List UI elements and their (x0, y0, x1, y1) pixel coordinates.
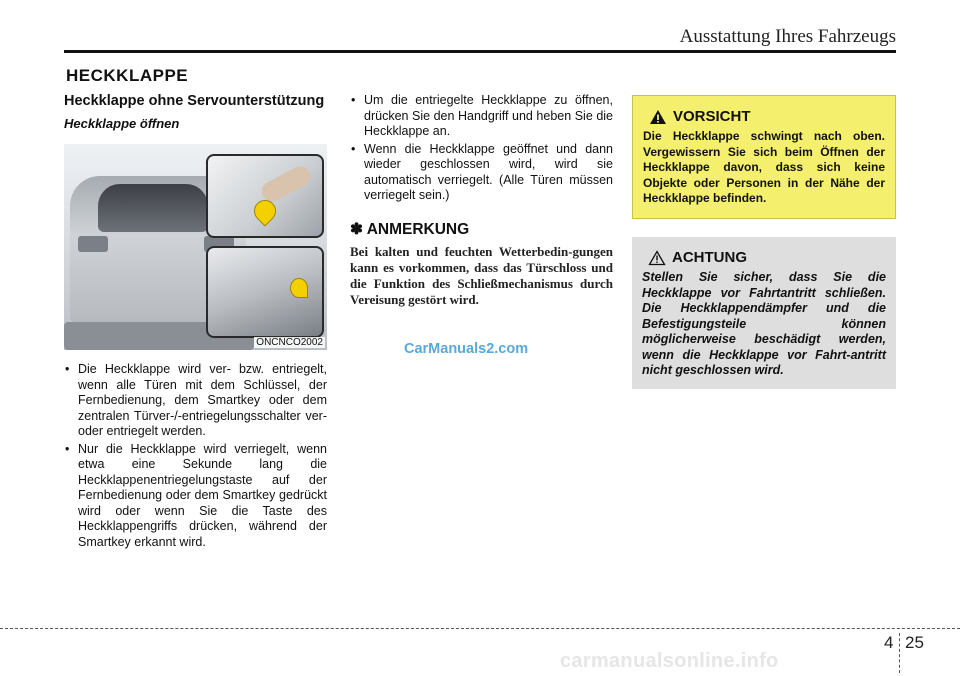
list-item: • Um die entriegelte Heckklappe zu öffnen, drücken Sie den Handgriff und heben Sie die Heckklappe an. (350, 93, 613, 140)
subsubsection-title: Heckklappe öffnen (64, 116, 180, 131)
page-number: 25 (905, 633, 924, 652)
achtung-text: Stellen Sie sicher, dass Sie die Heckklappe vor Fahrtantritt schließen. Die Heckklappendämpfer und die Befestigungsteile können möglicherweise beschädigt werden, wenn die Heckklappe vor Fahrt-antritt nicht geschlossen wird. (642, 270, 886, 377)
vorsicht-header (649, 108, 885, 125)
vorsicht-box (632, 95, 896, 219)
yellow-lift-arrow-icon (290, 278, 308, 298)
section-title: HECKKLAPPE (66, 66, 189, 85)
car-rear-window (98, 184, 208, 232)
note-title: ✽ ANMERKUNG (350, 220, 470, 238)
header-title: Ausstattung Ihres Fahrzeugs (679, 26, 896, 47)
warning-triangle-outline-icon (648, 250, 666, 266)
vorsicht-title: VORSICHT (673, 108, 751, 125)
tailgate-figure (64, 144, 327, 350)
list-item: • Nur die Heckklappe wird verriegelt, wenn etwa eine Sekunde lang die Heckklappenentriegelungstaste auf der Fernbedienung oder dem Smartkey gedrückt wird oder wenn Sie die Taste des Heckklappengriffs drücken, während der Smartkey erkannt wird. (64, 442, 327, 551)
chapter-number: 4 (884, 633, 894, 652)
figure-caption: ONCNCO2002 (256, 337, 323, 348)
bullet-list-left (64, 362, 327, 550)
list-item: • Wenn die Heckklappe geöffnet und dann wieder geschlossen wird, wird sie automatisch verriegelt. (Alle Türen müssen verriegelt sein.) (350, 142, 613, 204)
column-left (64, 93, 327, 552)
page-separator (899, 633, 900, 673)
watermark-link[interactable]: CarManuals2.com (404, 341, 529, 357)
warning-triangle-icon (649, 109, 667, 125)
header-rule (64, 50, 896, 53)
bullet-list-middle (350, 93, 613, 204)
vorsicht-text: Die Heckklappe schwingt nach oben. Vergewissern Sie sich beim Öffnen der Heckklappe davon, dass sich keine Objekte oder Personen in der Nähe der Heckklappe befinden. (643, 129, 885, 205)
car-tail-light-left (78, 236, 108, 252)
column-middle (350, 93, 613, 308)
footer-rule (0, 628, 960, 629)
site-watermark: carmanualsonline.info (560, 650, 779, 672)
achtung-header (648, 249, 886, 266)
note-text: Bei kalten und feuchten Wetterbedin-gungen kann es vorkommen, dass das Türschloss und die Funktion des Schließmechanismus durch Vereisung gestört wird. (350, 243, 613, 307)
subsection-title: Heckklappe ohne Servounterstützung (64, 93, 325, 109)
list-item: • Die Heckklappe wird ver- bzw. entriegelt, wenn alle Türen mit dem Schlüssel, der Fernbedienung, dem Smartkey oder dem zentralen Türver-/-entriegelungsschalter ver- oder entriegelt werden. (64, 362, 327, 440)
achtung-box (632, 237, 896, 389)
achtung-title: ACHTUNG (672, 249, 747, 266)
